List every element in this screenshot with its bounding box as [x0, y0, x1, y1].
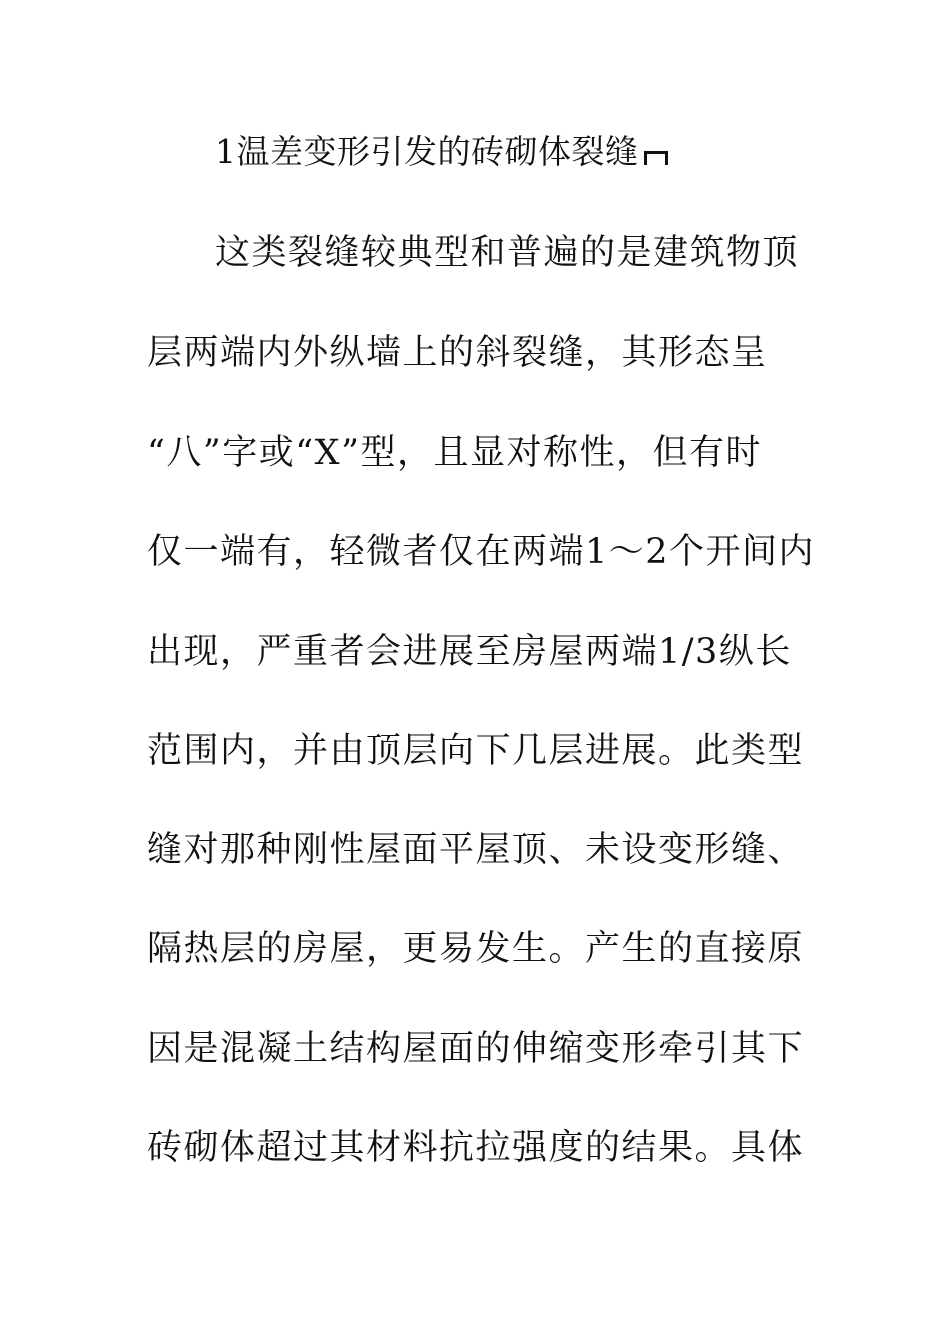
paragraph-line: 出现，严重者会进展至房屋两端1/3纵长 — [147, 632, 792, 672]
text-cursor-mark — [641, 145, 671, 165]
section-heading — [215, 132, 671, 172]
paragraph-line: 仅一端有，轻微者仅在两端1～2个开间内 — [147, 532, 816, 572]
heading-text: 1温差变形引发的砖砌体裂缝 — [215, 132, 639, 171]
paragraph-line: 缝对那种刚性屋面平屋顶、未设变形缝、 — [147, 830, 805, 870]
paragraph-line: 层两端内外纵墙上的斜裂缝，其形态呈 — [147, 333, 768, 373]
paragraph-line: 隔热层的房屋，更易发生。产生的直接原 — [147, 929, 805, 969]
paragraph-line: 这类裂缝较典型和普遍的是建筑物顶 — [215, 233, 800, 273]
paragraph-line: 砖砌体超过其材料抗拉强度的结果。具体 — [147, 1128, 805, 1168]
paragraph-line: 因是混凝土结构屋面的伸缩变形牵引其下 — [147, 1029, 805, 1069]
paragraph-line: “八”字或“X”型，且显对称性，但有时 — [147, 433, 762, 473]
paragraph-line: 范围内，并由顶层向下几层进展。此类型 — [147, 731, 805, 771]
